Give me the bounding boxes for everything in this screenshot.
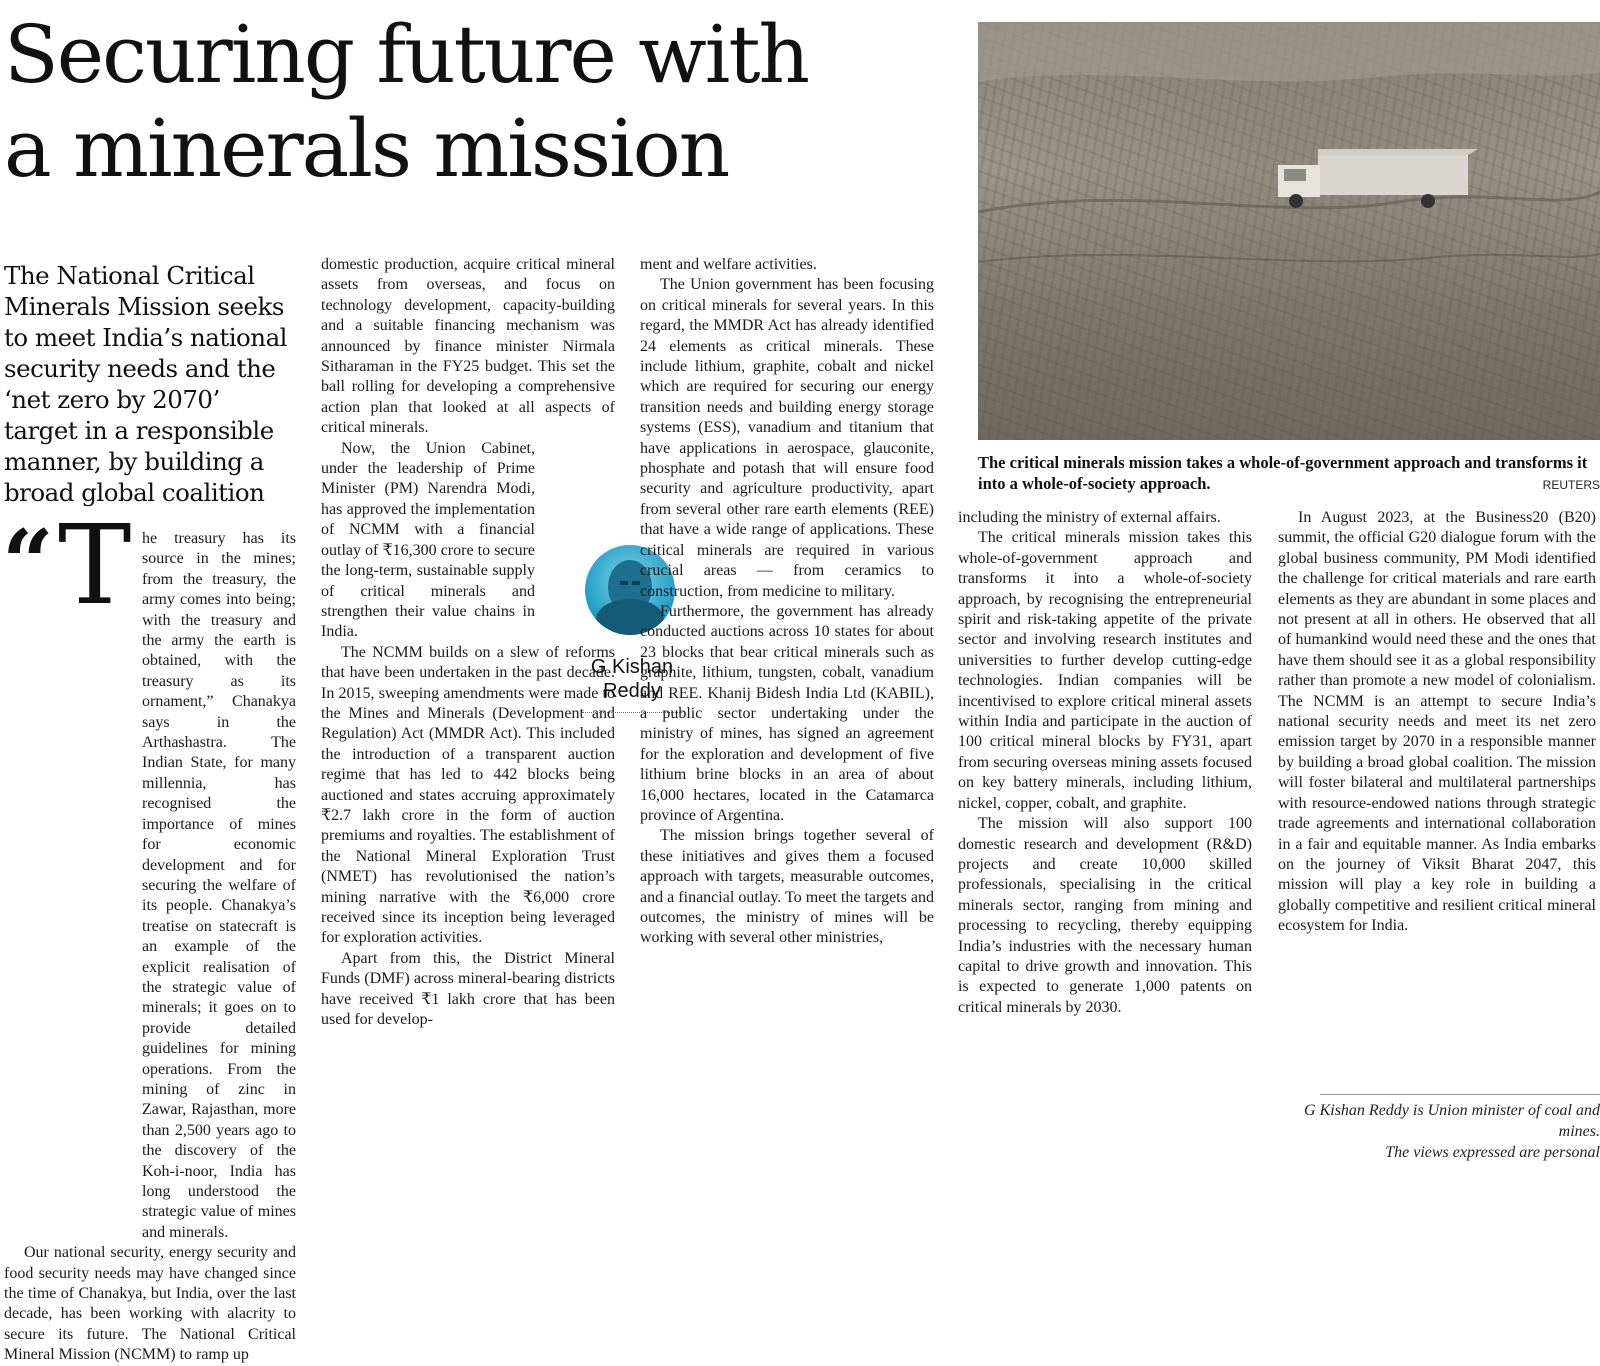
dropcap-letter: T [58,501,132,629]
column-1-lead: he treasury has its source in the mines; from the treasury, the army comes into being; with the treasury and the army the earth is obtained, with the treasury as its ornament,” Chanakya says in the Arthashastra. The Indian State, for many millennia, has recognised the importance of mines for economic development and for securing the welfare of its people. Chanakya’s treatise on statecraft is an example of the explicit realisation of the strategic value of minerals; it goes on to provide detailed guidelines for mining operations. From the mining of zinc in Zawar, Rajasthan, more than 2,500 years ago to the discovery of the Koh-i-noor, India has long understood the strategic value of mines and minerals. [142,530,296,1241]
author-bio [1290,1100,1600,1163]
bio-divider [1320,1094,1600,1095]
column-2-paragraph-3: The NCMM builds on a slew of reforms that have been undertaken in the past decade. In 2015, sweeping amendments were made to the Mines and Minerals (Development and Regulation) Act (MMDR Act). This included the introduction of a transparent auction regime that has led to 442 blocks being auctioned and states accruing approximately ₹2.7 lakh crore in the form of auction premiums and royalties. The establishment of the National Mineral Exploration Trust (NMET) has revolutionised the nation’s mining narrative with the ₹6,000 crore received since its inception being leveraged for exploration activities. [321,643,615,947]
headline-line-1: Securing future with [4,8,809,101]
views-disclaimer: The views expressed are personal [1385,1144,1600,1161]
standfirst: The National Critical Minerals Mission seeks to meet India’s national security needs and the ‘net zero by 2070’ target in a responsible manner, by building a broad global coalition [4,261,288,507]
column-4-paragraph-3: The mission will also support 100 domestic research and development (R&D) projects and create 10,000 skilled professionals, specialising in the critical minerals sector, ranging from mining and processing to recycling, thereby equipping India’s industries with the necessary human capital to drive growth and innovation. This is expected to generate 1,000 patents on critical minerals by 2030. [958,815,1252,1016]
author-byline: G Kishan Reddy [590,656,674,702]
column-2-paragraph-4: Apart from this, the District Mineral Funds (DMF) across mineral-bearing districts have received ₹1 lakh crore that has been used for develop- [321,949,615,1029]
dropcap-quote: “ [2,510,54,616]
column-1-paragraph: Our national security, energy security and food security needs may have changed since the time of Chanakya, but India, over the last decade, has been working with alacrity to secure its future. The National Critical Mineral Mission (NCMM) to ramp up [4,1244,296,1364]
column-3 [640,255,934,949]
column-2-paragraph-1: domestic production, acquire critical mineral assets from overseas, and focus on technology development, capacity-building and a suitable financing mechanism was announced by finance minister Nirmala Sitharaman in the FY25 budget. This set the ball rolling for developing a comprehensive action plan that looked at all aspects of critical minerals. [321,256,615,437]
headline [4,8,944,196]
author-bio-text: G Kishan Reddy is Union minister of coal and mines. [1304,1102,1600,1140]
column-4-paragraph-2: The critical minerals mission takes this whole-of-government approach and transforms it into a whole-of-society approach, by recognising the entrepreneurial spirit and risk-taking appetite of the private sector and involving research institutes and universities to further develop cutting-edge technologies. Indian companies will be incentivised to explore critical mineral assets within India and participate in the auction of 100 critical mineral blocks by FY31, apart from securing overseas mining assets focused on key battery minerals, including lithium, nickel, copper, cobalt, and graphite. [958,529,1252,812]
mine-photo [978,22,1600,440]
photo-credit: REUTERS [1542,478,1600,492]
column-5 [1278,508,1596,937]
column-4-paragraph-1: including the ministry of external affairs. [958,509,1221,526]
column-1 [4,529,296,1366]
mine-photo-illustration [978,22,1600,440]
column-3-paragraph-3: Furthermore, the government has already conducted auctions across 10 states for about 23 blocks that bear critical minerals such as graphite, lithium, tungsten, cobalt, vanadium and REE. Khanij Bidesh India Ltd (KABIL), a public sector undertaking under the ministry of mines, has signed an agreement for the exploration and development of five lithium brine blocks in an area of about 16,000 hectares, located in the Catamarca province of Argentina. [640,602,934,824]
column-2-paragraph-2: Now, the Union Cabinet, under the leadership of Prime Minister (PM) Narendra Modi, has approved the implementation of NCMM with a financial outlay of ₹16,300 crore to secure the long-term, sustainable supply of critical minerals and strengthen their value chains in India. [321,439,535,641]
column-3-paragraph-2: The Union government has been focusing on critical minerals for several years. In this regard, the MMDR Act has already identified 24 elements as critical minerals. These include lithium, graphite, cobalt and nickel which are required for securing our energy transition needs and building energy storage systems (ESS), vanadium and titanium that have applications in aerospace, glauconite, phosphate and potash that will ensure food security and agriculture productivity, apart from several other rare earth elements (REE) that have a wide range of applications. These critical minerals are required in various crucial areas — from ceramics to construction, from medicine to military. [640,276,934,600]
column-5-paragraph-1: In August 2023, at the Business20 (B20) summit, the official G20 dialogue forum with the global business community, PM Modi identified the challenge for critical materials and rare earth elements as they are abundant in some places and not present at all in others. He observed that all of humankind would need these and the ones that have them should see it as a global responsibility rather than promote a new model of colonialism. The NCMM is an attempt to secure India’s national security needs and meet its net zero emission target by 2070 in a responsible manner by building a broad global coalition. The mission will foster bilateral and multilateral partnerships with resource-endowed nations through strategic trade agreements and international collaboration in a fair and equitable manner. As India embarks on the journey of Viksit Bharat 2047, this mission will play a key role in building a globally competitive and resilient critical mineral ecosystem for India. [1278,509,1596,935]
column-3-paragraph-4: The mission brings together several of these initiatives and gives them a focused approach with targets, measurable outcomes, and a financial outlay. To meet the targets and outcomes, the ministry of mines will be working with several other ministries, [640,827,934,947]
column-4 [958,508,1252,1018]
column-3-paragraph-1: ment and welfare activities. [640,256,817,273]
column-2 [321,255,615,1030]
photo-caption: The critical minerals mission takes a whole-of-government approach and transforms it into a whole-of-society approach. [978,453,1588,493]
headline-line-2: a minerals mission [4,102,729,195]
